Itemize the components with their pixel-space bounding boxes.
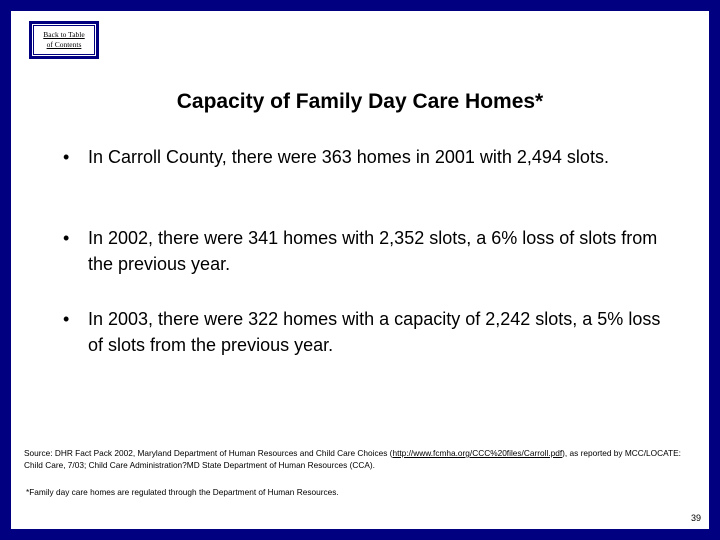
bullet-item [63,144,663,170]
bullet-marker: • [63,228,70,248]
slide [11,11,709,529]
bullet-text: In 2003, there were 322 homes with a capacity of 2,242 slots, a 5% loss of slots from the previous year. [88,309,661,355]
source-prefix: Source: DHR Fact Pack 2002, Maryland Department of Human Resources and Child Care Choices ( [24,448,393,458]
source-link[interactable]: http://www.fcmha.org/CCC%20files/Carroll.pdf [392,448,563,458]
page-number: 39 [690,513,701,523]
source-suffix: ), as reported by MCC/LOCATE: Child Care, 7/03; Child Care Administration?MD State Department of Human Resources (CCA). [24,448,681,470]
bullet-marker: • [63,309,70,329]
source-citation [24,447,696,471]
bullet-item [63,306,663,358]
back-link-line-2[interactable]: of Contents [46,40,82,49]
bullet-marker: • [63,147,70,167]
bullet-item [63,225,663,277]
bullet-text: In 2002, there were 341 homes with 2,352 slots, a 6% loss of slots from the previous year. [88,228,658,274]
back-to-contents-button[interactable] [29,21,99,59]
bullet-text: In Carroll County, there were 363 homes in 2001 with 2,494 slots. [88,147,609,167]
footnote: *Family day care homes are regulated through the Department of Human Resources. [26,487,339,497]
back-to-contents-label[interactable] [33,25,95,55]
slide-title: Capacity of Family Day Care Homes* [176,90,544,113]
back-link-line-1[interactable]: Back to Table [43,30,85,39]
